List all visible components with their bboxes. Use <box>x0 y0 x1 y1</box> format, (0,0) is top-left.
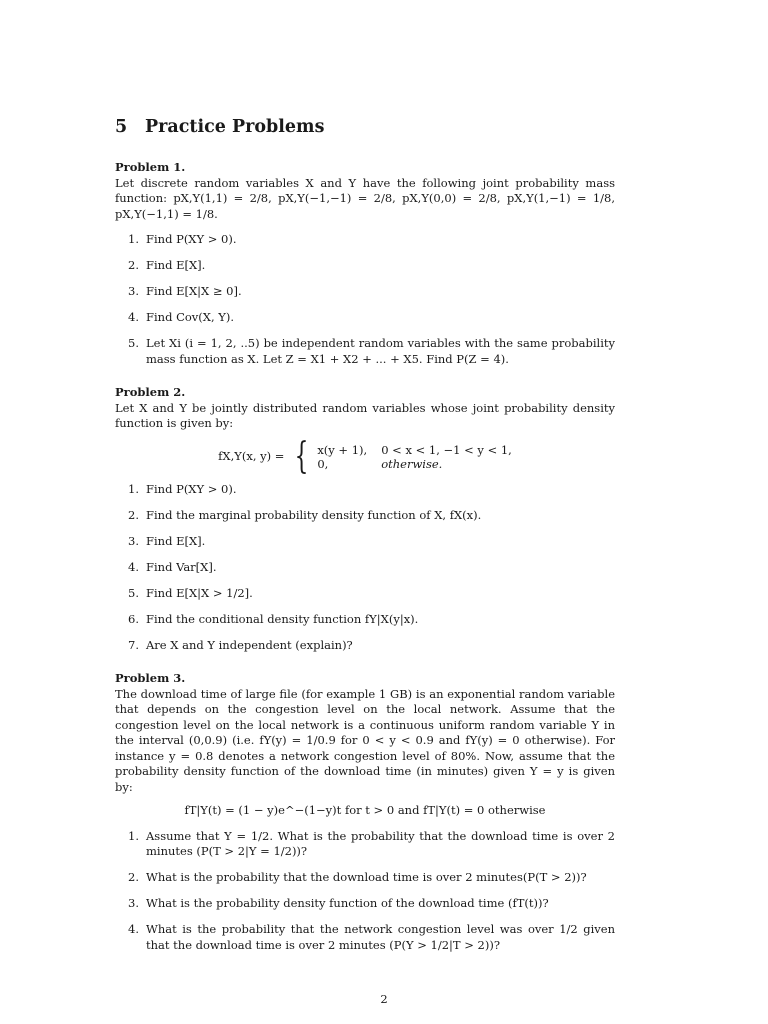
problem-3 <box>115 671 615 953</box>
list-item: 6. Find the conditional density function fY|X(y|x). <box>128 611 419 626</box>
left-brace: { <box>294 435 309 477</box>
joint-density-equation <box>115 435 615 477</box>
problem-2-title: Problem 2. <box>115 385 186 399</box>
problem-1-intro: Let discrete random variables X and Y have the following joint probability mass function: pX,Y(1,1) = 2/8, pX,Y(−1,−1) = 2/8, pX,Y(0,0) = 2/8, pX,Y(1,−1) = 1/8, pX,Y(−1,1) = 1/8. <box>115 175 615 221</box>
problem-2-intro: Let X and Y be jointly distributed random variables whose joint probability density function is given by: <box>115 400 615 430</box>
list-item: 1. Assume that Y = 1/2. What is the probability that the download time is over 2 minutes (P(T > 2|Y = 1/2))? <box>128 828 615 858</box>
equation-lhs: fX,Y(x, y) = <box>218 448 285 463</box>
equation-cases <box>317 443 512 471</box>
list-item: 4. Find Cov(X, Y). <box>128 310 235 324</box>
case-2-condition: otherwise. <box>381 456 443 471</box>
list-item: 3. What is the probability density function of the download time (fT(t))? <box>128 896 549 910</box>
list-item: 3. Find E[X]. <box>128 533 206 548</box>
list-item: 4. Find Var[X]. <box>128 559 217 574</box>
list-item: 2. Find E[X]. <box>128 258 206 272</box>
section-title: Practice Problems <box>145 117 325 137</box>
list-item: 7. Are X and Y independent (explain)? <box>128 637 353 652</box>
case-1-expression: x(y + 1), <box>317 442 368 457</box>
case-2-expression: 0, <box>317 456 329 471</box>
problem-1-title: Problem 1. <box>115 160 186 174</box>
list-item: 5. Let Xi (i = 1, 2, ..5) be independent random variables with the same probability mass function as X. Let Z = X1 + X2 + ... + X5. Find P(Z = 4). <box>128 336 615 366</box>
problem-2-list <box>115 482 615 654</box>
case-1-condition: 0 < x < 1, −1 < y < 1, <box>381 442 512 457</box>
problem-3-list <box>115 829 615 954</box>
page-number: 2 <box>380 992 388 1006</box>
problem-3-title: Problem 3. <box>115 671 186 685</box>
list-item: 2. What is the probability that the download time is over 2 minutes(P(T > 2))? <box>128 870 587 884</box>
list-item: 1. Find P(XY > 0). <box>128 481 237 496</box>
problem-2 <box>115 385 615 653</box>
list-item: 5. Find E[X|X > 1/2]. <box>128 585 253 600</box>
list-item: 4. What is the probability that the network congestion level was over 1/2 given that the download time is over 2 minutes (P(Y > 1/2|T > 2))? <box>128 922 615 952</box>
document-page <box>115 116 615 971</box>
list-item: 2. Find the marginal probability density function of X, fX(x). <box>128 507 482 522</box>
list-item: 3. Find E[X|X ≥ 0]. <box>128 284 242 298</box>
problem-1 <box>115 160 615 367</box>
section-heading <box>115 116 615 138</box>
problem-1-list <box>115 232 615 367</box>
problem-3-intro: The download time of large file (for example 1 GB) is an exponential random variable that depends on the congestion level on the local network. Assume that the congestion level on the local network is a continuous uniform random variable Y in the interval (0,0.9) (i.e. fY(y) = 1/0.9 for 0 < y < 0.9 and fY(y) = 0 otherwise). For instance y = 0.8 denotes a network congestion level of 80%. Now, assume that the probability density function of the download time (in minutes) given Y = y is given by: <box>115 686 615 794</box>
conditional-density-equation: fT|Y(t) = (1 − y)e^−(1−y)t for t > 0 and fT|Y(t) = 0 otherwise <box>184 803 546 817</box>
section-number: 5 <box>115 117 128 137</box>
list-item: 1. Find P(XY > 0). <box>128 232 237 246</box>
